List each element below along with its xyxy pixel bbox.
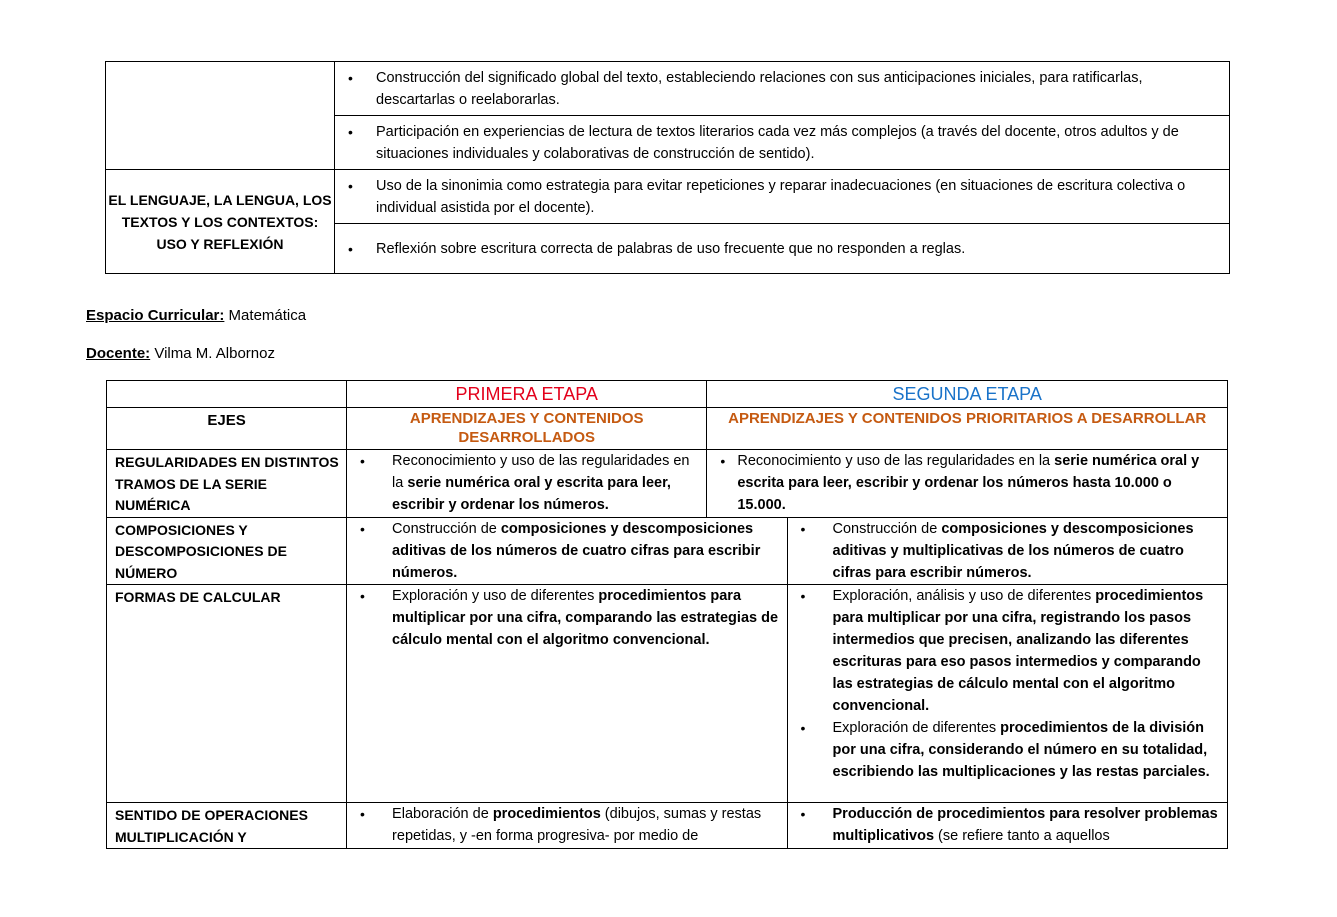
list-item: • Reconocimiento y uso de las regularidades en la serie numérica oral y escrita para leer, escribir y ordenar los números hasta 10.000 o 15.000. bbox=[707, 450, 1219, 516]
content-cell bbox=[787, 517, 1228, 585]
content-cell bbox=[707, 450, 1228, 518]
list-item: • Uso de la sinonimia como estrategia para evitar repeticiones y reparar inadecuaciones (en situaciones de escritura colectiva o individual asistida por el docente). bbox=[335, 175, 1219, 219]
list-item: • Participación en experiencias de lectura de textos literarios cada vez más complejos (a través del docente, otros adultos y de situaciones individuales y colaborativas de construcción de sentido). bbox=[335, 121, 1219, 165]
content-cell bbox=[347, 517, 787, 585]
content-cell bbox=[335, 116, 1230, 170]
ap-a-desarrollar-header: APRENDIZAJES Y CONTENIDOS PRIORITARIOS A DESARROLLAR bbox=[707, 408, 1228, 450]
list-item: • Construcción de composiciones y descomposiciones aditivas de los números de cuatro cifras para escribir números. bbox=[347, 518, 778, 584]
list-item: • Construcción de composiciones y descomposiciones aditivas y multiplicativas de los números de cuatro cifras para escribir números. bbox=[788, 518, 1220, 584]
content-cell bbox=[787, 803, 1228, 849]
list-item: • Elaboración de procedimientos (dibujos, sumas y restas repetidas, y -en forma progresiva- por medio de bbox=[347, 803, 778, 847]
content-cell bbox=[335, 224, 1230, 274]
list-item: • Producción de procedimientos para resolver problemas multiplicativos (se refiere tanto a aquellos bbox=[788, 803, 1220, 847]
eje-composiciones: COMPOSICIONES Y DESCOMPOSICIONES DE NÚMERO bbox=[107, 517, 347, 585]
eje-sentido-operaciones: SENTIDO DE OPERACIONES MULTIPLICACIÓN Y bbox=[107, 803, 347, 849]
eje-regularidades: REGULARIDADES EN DISTINTOS TRAMOS DE LA SERIE NUMÉRICA bbox=[107, 450, 347, 518]
docente-line bbox=[86, 345, 275, 362]
content-cell bbox=[347, 585, 787, 803]
eje-formas-calcular: FORMAS DE CALCULAR bbox=[107, 585, 347, 803]
lengua-contents-table bbox=[105, 61, 1230, 274]
content-cell bbox=[787, 585, 1228, 803]
content-cell bbox=[347, 450, 707, 518]
list-item: • Exploración de diferentes procedimientos de la división por una cifra, considerando el número en su totalidad, escribiendo las multiplicaciones y las restas parciales. bbox=[788, 717, 1220, 783]
blank-header-cell bbox=[107, 381, 347, 408]
espacio-curricular-label: Espacio Curricular: bbox=[86, 307, 225, 324]
content-cell bbox=[335, 62, 1230, 116]
docente-value: Vilma M. Albornoz bbox=[150, 345, 275, 362]
espacio-curricular-value: Matemática bbox=[224, 307, 307, 324]
docente-label: Docente: bbox=[86, 345, 151, 362]
matematica-table bbox=[106, 380, 1228, 849]
primera-etapa-header: PRIMERA ETAPA bbox=[347, 381, 707, 408]
list-item: • Exploración y uso de diferentes procedimientos para multiplicar por una cifra, comparando las estrategias de cálculo mental con el algoritmo convencional. bbox=[347, 585, 778, 651]
segunda-etapa-header: SEGUNDA ETAPA bbox=[707, 381, 1228, 408]
content-cell bbox=[335, 170, 1230, 224]
list-item: • Reconocimiento y uso de las regularidades en la serie numérica oral y escrita para leer, escribir y ordenar los números. bbox=[347, 450, 698, 516]
list-item: • Construcción del significado global del texto, estableciendo relaciones con sus anticipaciones iniciales, para ratificarlas, descartarlas o reelaborarlas. bbox=[335, 67, 1219, 111]
ap-desarrollados-header: APRENDIZAJES Y CONTENIDOS DESARROLLADOS bbox=[347, 408, 707, 450]
list-item: • Reflexión sobre escritura correcta de palabras de uso frecuente que no responden a reglas. bbox=[335, 238, 1219, 260]
list-item: • Exploración, análisis y uso de diferentes procedimientos para multiplicar por una cifra, registrando los pasos intermedios que precisen, analizando las diferentes escrituras para eso pasos intermedios y comparando las estrategias de cálculo mental con el algoritmo convencional. bbox=[788, 585, 1220, 717]
eje-cell-empty bbox=[106, 62, 335, 170]
espacio-curricular-line bbox=[86, 307, 306, 324]
ejes-header: EJES bbox=[107, 408, 347, 450]
eje-lenguaje-cell: EL LENGUAJE, LA LENGUA, LOS TEXTOS Y LOS CONTEXTOS: USO Y REFLEXIÓN bbox=[106, 170, 335, 274]
content-cell bbox=[347, 803, 787, 849]
